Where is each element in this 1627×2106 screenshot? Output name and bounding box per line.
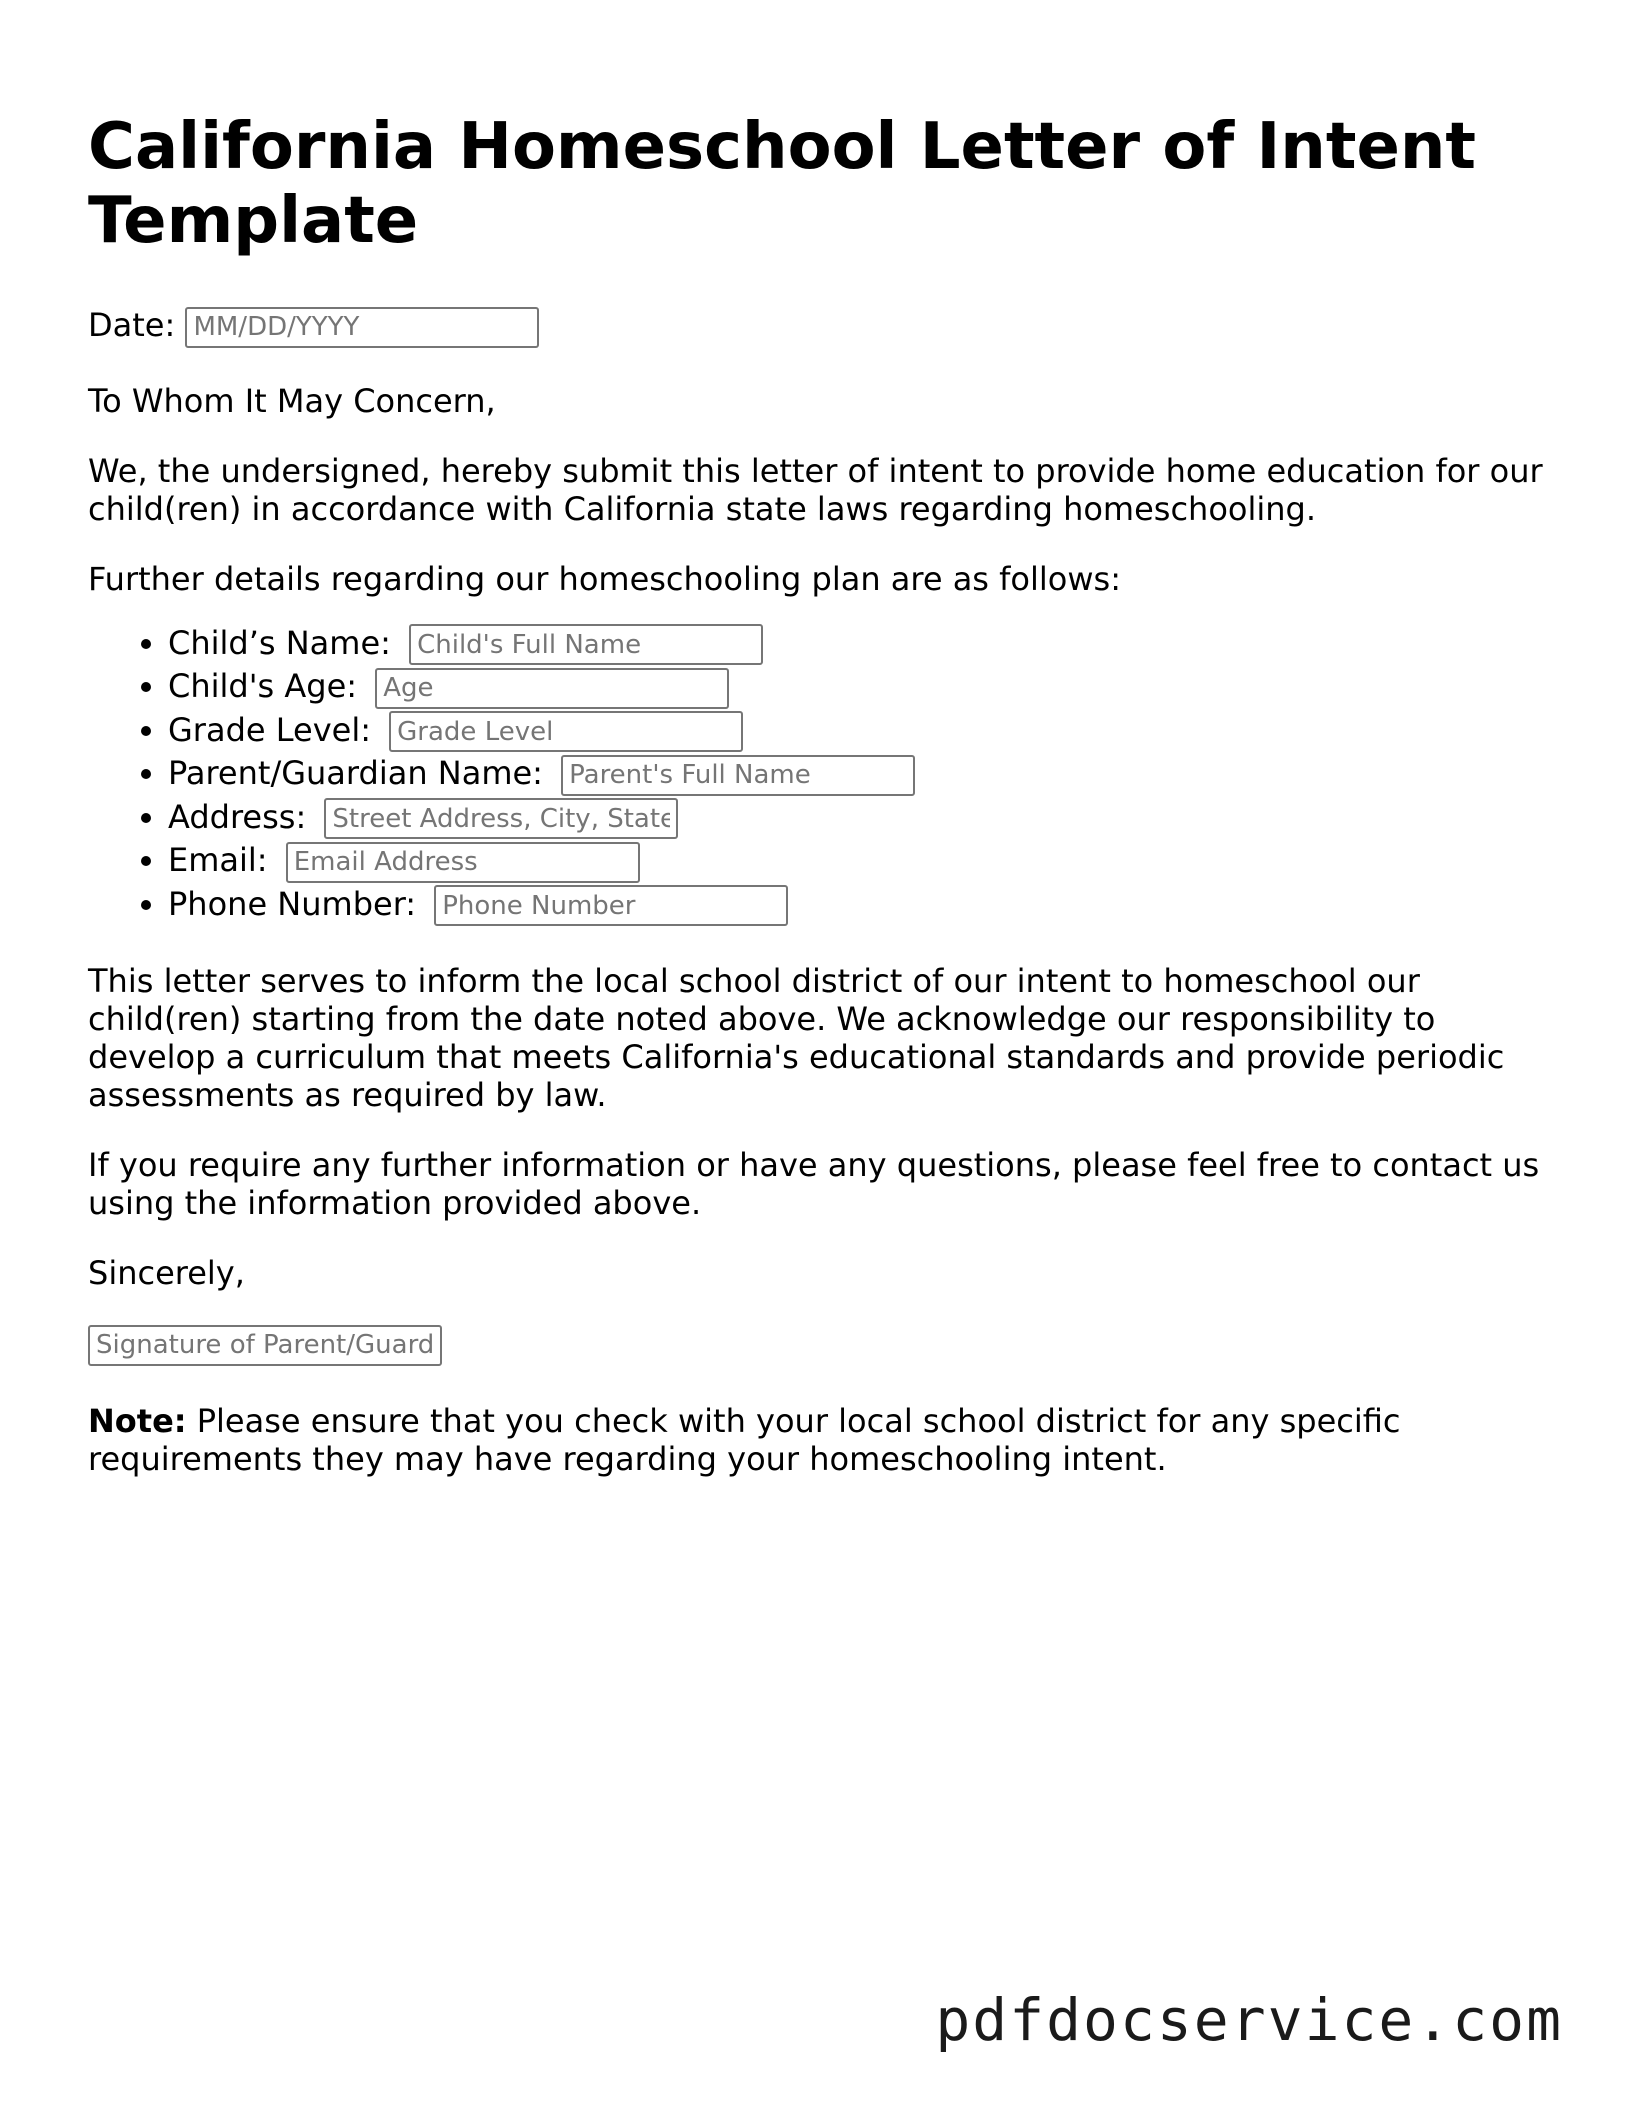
- date-input[interactable]: [185, 307, 539, 348]
- list-item: [168, 709, 1548, 753]
- note-text: Please ensure that you check with your local school district for any specific requirements they may have regarding your homeschooling intent.: [88, 1401, 1401, 1478]
- child-name-input[interactable]: [409, 624, 763, 665]
- note-label: Note:: [88, 1401, 187, 1440]
- parent-name-label: Parent/Guardian Name:: [168, 754, 543, 792]
- child-age-input[interactable]: [375, 668, 729, 709]
- grade-level-label: Grade Level:: [168, 710, 371, 749]
- date-row: [88, 306, 1548, 348]
- parent-name-input[interactable]: [561, 755, 915, 796]
- closing: Sincerely,: [88, 1254, 245, 1292]
- contact-paragraph: If you require any further information or have any questions, please feel free to contact us using the information provided above.: [88, 1146, 1540, 1222]
- note-paragraph: [88, 1402, 1548, 1478]
- details-list: [88, 622, 1548, 927]
- list-item: [168, 883, 1548, 927]
- list-item: [168, 752, 1548, 796]
- signature-input[interactable]: [88, 1325, 442, 1366]
- salutation: To Whom It May Concern,: [88, 381, 496, 420]
- phone-input[interactable]: [434, 885, 788, 926]
- child-name-label: Child’s Name:: [168, 623, 391, 662]
- address-label: Address:: [168, 797, 307, 836]
- email-label: Email:: [168, 841, 268, 879]
- list-item: [168, 839, 1548, 883]
- address-input[interactable]: [324, 798, 678, 839]
- intro-paragraph: We, the undersigned, hereby submit this letter of intent to provide home education for our child(ren) in accordance with California state laws regarding homeschooling.: [88, 451, 1543, 528]
- child-age-label: Child's Age:: [168, 667, 358, 705]
- list-item: [168, 796, 1548, 840]
- phone-label: Phone Number:: [168, 884, 417, 923]
- date-label: Date:: [88, 306, 176, 344]
- list-item: [168, 665, 1548, 709]
- watermark: pdfdocservice.com: [935, 1986, 1563, 2054]
- page-title: California Homeschool Letter of Intent Template: [88, 110, 1476, 258]
- email-input[interactable]: [286, 842, 640, 883]
- grade-level-input[interactable]: [389, 711, 743, 752]
- list-item: [168, 622, 1548, 666]
- details-lead: Further details regarding our homeschooling plan are as follows:: [88, 559, 1121, 598]
- body-paragraph: This letter serves to inform the local school district of our intent to homeschool our child(ren) starting from the date noted above. We acknowledge our responsibility to develop a curriculum that meets California's educational standards and provide periodic assessments as required by law.: [88, 962, 1505, 1114]
- signature-row: [88, 1324, 1548, 1366]
- letter-page: [88, 110, 1548, 1510]
